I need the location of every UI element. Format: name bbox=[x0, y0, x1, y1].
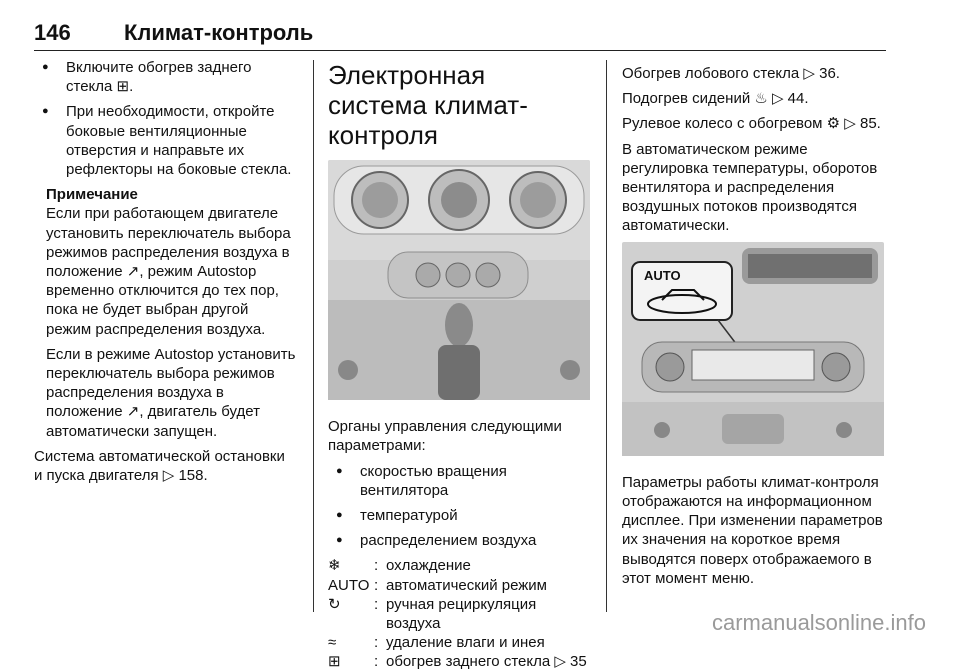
display-description: Параметры работы климат-контроля отображаются на информационном дисплее. При изменении параметров их значения на короткое время выводятся поверх отображаемого в этот момент меню. bbox=[622, 473, 883, 587]
legend-text-rear-heat: обогрев заднего стекла ▷ 35 bbox=[386, 653, 587, 671]
note-paragraph-2: Если в режиме Autostop установить переключатель выбора режимов распределения воздуха в положение ↗, двигатель будет автоматически запущен. bbox=[46, 345, 296, 440]
autostop-reference: Система автоматической остановки и пуска двигателя ▷ 158. bbox=[34, 447, 285, 485]
legend-text-defog: удаление влаги и инея bbox=[386, 634, 545, 652]
defog-icon: ≈ bbox=[328, 634, 337, 652]
page-number: 146 bbox=[34, 20, 71, 45]
cooling-icon: ❄ bbox=[328, 557, 341, 575]
steering-heat-ref: Рулевое колесо с обогревом ⚙ ▷ 85. bbox=[622, 115, 881, 133]
display-illustration bbox=[622, 242, 884, 456]
column-2 bbox=[328, 60, 590, 672]
symbol-legend: ❄ : охлаждение AUTO : автоматический режим ↻ : ручная рециркуляция воздуха ≈ : удаление влаги и инея ⊞ : обогрев заднего стекла ▷ 35 bbox=[328, 556, 590, 671]
legend-text-cooling: охлаждение bbox=[386, 557, 471, 575]
column-divider-2 bbox=[606, 60, 607, 612]
auto-icon: AUTO bbox=[328, 576, 370, 594]
note-paragraph-1: Если при работающем двигателе установить переключатель выбора режимов распределения воздуха в положение ↗, режим Autostop временно отключится до тех пор, пока не будет выбран другой режим распределения воздуха. bbox=[46, 205, 291, 338]
display-figure bbox=[622, 242, 884, 461]
column-1 bbox=[34, 58, 296, 491]
page-header bbox=[34, 14, 886, 51]
column-divider-1 bbox=[313, 60, 314, 612]
legend-text-auto: автоматический режим bbox=[386, 576, 547, 594]
note-heading: Примечание bbox=[46, 186, 138, 204]
windshield-heat-ref: Обогрев лобового стекла ▷ 36. bbox=[622, 65, 840, 82]
column-3 bbox=[622, 64, 886, 594]
legend-text-recirculation: ручная рециркуляция воздуха bbox=[386, 595, 537, 633]
bullet-side-vents: ● При необходимости, откройте боковые вентиляционные отверстия и направьте их рефлекторы на боковые стекла. bbox=[34, 102, 296, 179]
auto-mode-description: В автоматическом режиме регулировка температуры, оборотов вентилятора и распределения воздушных потоков производятся автоматически. bbox=[622, 140, 878, 235]
bullet-rear-window-heat: ● Включите обогрев заднего стекла ⊞. bbox=[34, 58, 296, 96]
page-title: Климат-контроль bbox=[124, 20, 314, 45]
bullet-temperature: ● температурой bbox=[328, 506, 590, 525]
auto-label-text: AUTO bbox=[644, 267, 681, 283]
controls-intro: Органы управления следующими параметрами: bbox=[328, 418, 562, 455]
section-heading: Электронная система климат-контроля bbox=[328, 60, 528, 150]
climate-panel-illustration bbox=[328, 160, 590, 400]
bullet-air-distribution: ● распределением воздуха bbox=[328, 531, 590, 550]
recirculation-icon: ↻ bbox=[328, 595, 341, 613]
seat-heat-ref: Подогрев сидений ♨ ▷ 44. bbox=[622, 90, 809, 108]
bullet-fan-speed: ● скоростью вращения вентилятора bbox=[328, 462, 590, 500]
rear-window-heat-icon: ⊞ bbox=[328, 653, 341, 671]
watermark: carmanualsonline.info bbox=[711, 610, 926, 635]
climate-panel-figure bbox=[328, 160, 590, 405]
